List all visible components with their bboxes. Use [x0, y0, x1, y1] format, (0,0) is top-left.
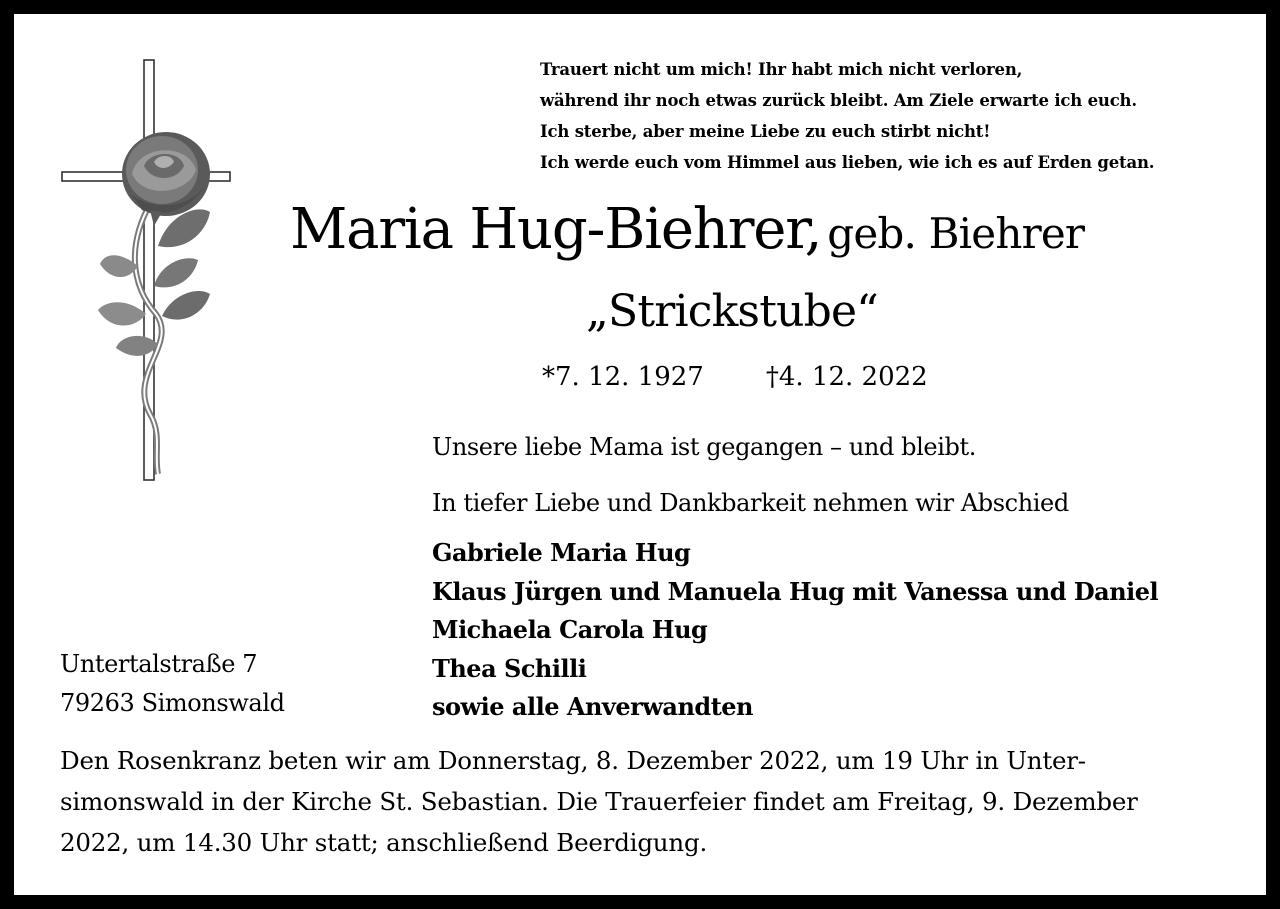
birth-date: *7. 12. 1927	[542, 362, 704, 392]
life-dates	[542, 364, 928, 390]
address-city: 79263 Simonswald	[60, 688, 285, 717]
death-date: †4. 12. 2022	[765, 362, 928, 392]
farewell-intro: In tiefer Liebe und Dankbarkeit nehmen wir Abschied	[432, 489, 1069, 517]
family-member: Michaela Carola Hug	[432, 615, 708, 644]
funeral-notice-line: simonswald in der Kirche St. Sebastian. Die Trauerfeier findet am Freitag, 9. Dezember	[60, 787, 1138, 816]
family-member: Klaus Jürgen und Manuela Hug mit Vanessa und Daniel	[432, 576, 1159, 606]
address	[60, 645, 285, 722]
poem	[540, 54, 1240, 178]
tagline: Unsere liebe Mama ist gegangen – und bleibt.	[432, 433, 976, 461]
family-member: Gabriele Maria Hug	[432, 538, 691, 567]
family-list	[432, 534, 1158, 727]
poem-line: Ich werde euch vom Himmel aus lieben, wie ich es auf Erden getan.	[540, 153, 1155, 172]
poem-line: während ihr noch etwas zurück bleibt. Am Ziele erwarte ich euch.	[540, 91, 1137, 110]
birth-name: geb. Biehrer	[827, 209, 1085, 258]
funeral-notice-line: 2022, um 14.30 Uhr statt; anschließend Beerdigung.	[60, 828, 708, 857]
family-member: Thea Schilli	[432, 653, 587, 683]
poem-line: Trauert nicht um mich! Ihr habt mich nicht verloren,	[540, 60, 1023, 79]
poem-line: Ich sterbe, aber meine Liebe zu euch stirbt nicht!	[540, 122, 991, 141]
obituary-card	[14, 14, 1266, 895]
funeral-notice	[60, 740, 1138, 863]
cross-with-rose-icon	[58, 54, 234, 484]
deceased-name-line	[290, 197, 1085, 262]
deceased-name: Maria Hug-Biehrer,	[290, 197, 822, 262]
funeral-notice-line: Den Rosenkranz beten wir am Donnerstag, 8. Dezember 2022, um 19 Uhr in Unter-	[60, 746, 1086, 775]
family-member: sowie alle Anverwandten	[432, 692, 754, 721]
nickname: „Strickstube“	[586, 286, 878, 337]
address-street: Untertalstraße 7	[60, 650, 258, 678]
